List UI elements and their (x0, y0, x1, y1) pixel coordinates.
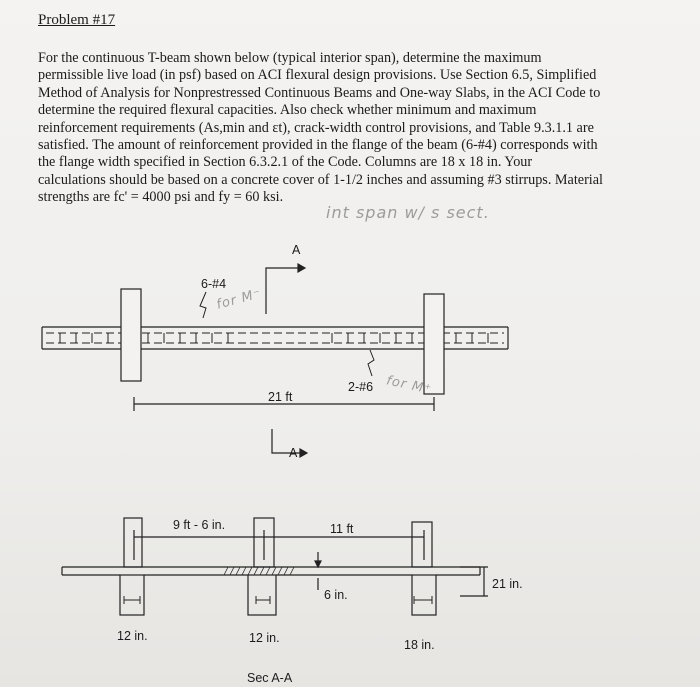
section-left-column (124, 518, 142, 567)
slab-thickness-label: 6 in. (324, 588, 348, 602)
section-caption: Sec A-A (247, 671, 293, 685)
right-span-dimension: 11 ft (330, 522, 354, 536)
problem-line: the flange width specified in Section 6.3.2.1 of the Code. Columns are 18 x 18 in. Your (38, 154, 533, 171)
section-cut-top (266, 268, 298, 314)
section-mark-bottom: A (289, 446, 298, 460)
problem-line: For the continuous T-beam shown below (typical interior span), determine the maximum (38, 50, 542, 66)
left-column (121, 289, 141, 381)
problem-line: permissible live load (in psf) based on ACI flexural design provisions. Use Section 6.5, Simplified (38, 67, 597, 84)
handwritten-note: int span w/ s sect. (326, 203, 490, 222)
left-span-dimension: 9 ft - 6 in. (173, 518, 226, 532)
section-right-column (412, 522, 432, 567)
right-web-width: 18 in. (404, 638, 435, 652)
center-web (248, 575, 276, 615)
left-web (120, 575, 144, 615)
problem-line: Method of Analysis for Nonprestressed Continuous Beams and One-way Slabs, in the ACI Code to (38, 84, 601, 101)
neg-moment-note: for M⁻ (214, 286, 264, 313)
right-column (424, 294, 444, 394)
problem-line: strengths are fc' = 4000 psi and fy = 60 ksi. (38, 189, 284, 206)
problem-line: reinforcement requirements (As,min and εt), crack-width control provisions, and Table 9.3.1.1 are (38, 119, 594, 136)
flange-hatch (224, 567, 294, 575)
beam-depth-label: 21 in. (492, 577, 523, 591)
right-web (412, 575, 436, 615)
problem-line: satisfied. The amount of reinforcement provided in the flange of the beam (6-#4) corresponds with (38, 137, 598, 154)
problem-line: determine the required flexural capacities. Also check whether minimum and maximum (38, 102, 537, 119)
section-mark-top: A (292, 243, 301, 257)
top-bars-label: 6-#4 (201, 277, 227, 291)
left-web-width: 12 in. (117, 629, 148, 643)
pos-moment-note: for M⁺ (384, 373, 434, 398)
problem-line: calculations should be based on a concrete cover of 1-1/2 inches and assuming #3 stirrups. Material (38, 171, 603, 188)
span-length-label: 21 ft (268, 390, 293, 404)
problem-title: Problem #17 (38, 12, 116, 28)
bottom-bars-label: 2-#6 (348, 380, 374, 394)
center-web-width: 12 in. (249, 631, 280, 645)
